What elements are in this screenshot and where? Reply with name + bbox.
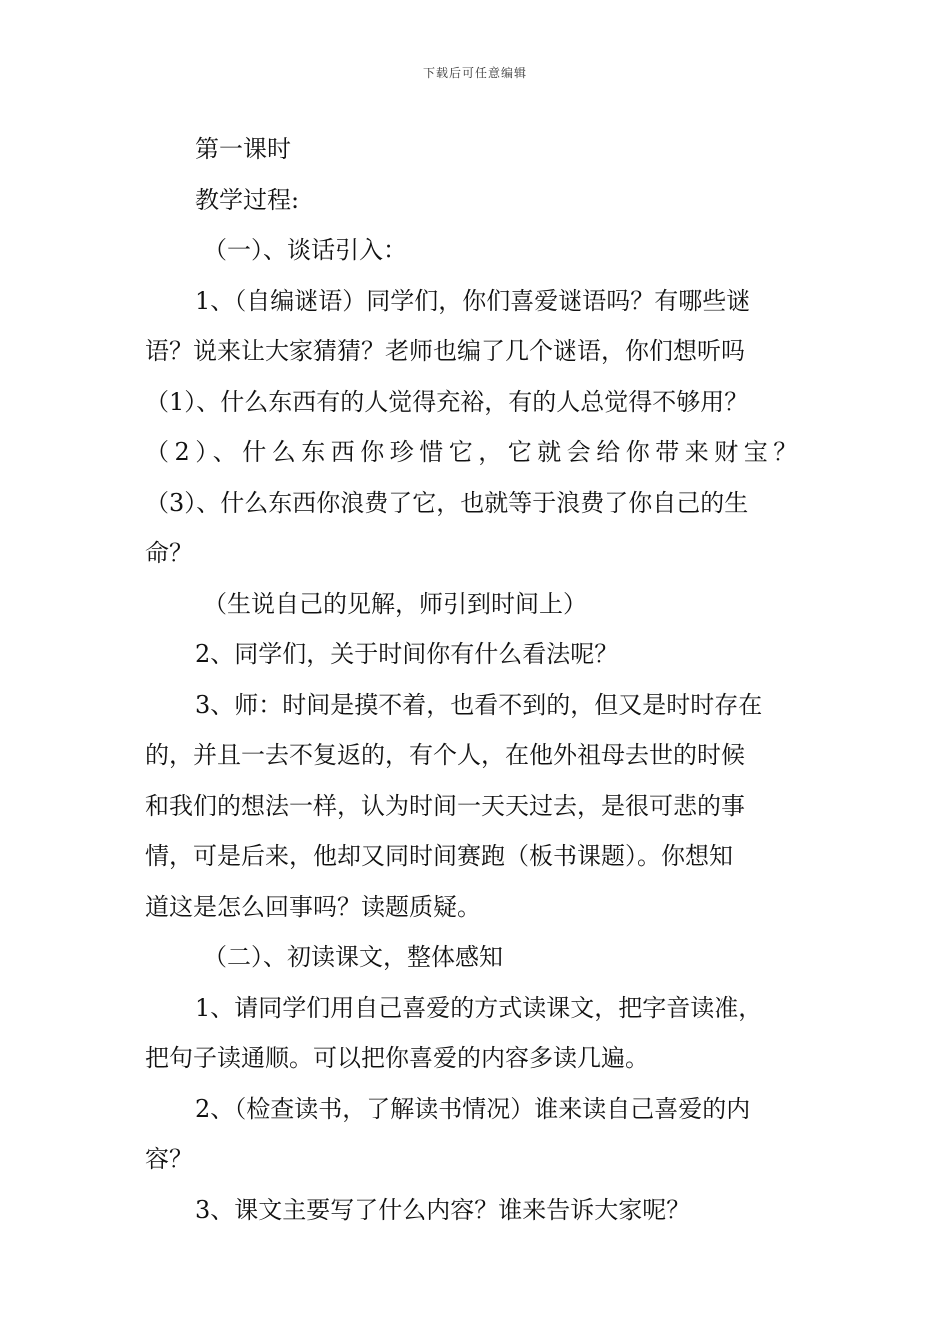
paragraph-line: 语？说来让大家猜猜？老师也编了几个谜语，你们想听吗	[145, 337, 745, 365]
step-heading: （二）、初读课文，整体感知	[203, 943, 503, 971]
document-body	[145, 124, 805, 1235]
paragraph-line: 3、课文主要写了什么内容？谁来告诉大家呢？	[195, 1195, 691, 1224]
paragraph-line: （生说自己的见解，师引到时间上）	[203, 589, 587, 618]
paragraph-line: 和我们的想法一样，认为时间一天天过去，是很可悲的事	[145, 791, 745, 820]
riddle-line: （1）、什么东西有的人觉得充裕，有的人总觉得不够用？	[145, 387, 749, 416]
paragraph-line: 容？	[145, 1145, 193, 1173]
section-title: 第一课时	[195, 135, 291, 163]
paragraph-line: 的，并且一去不复返的，有个人，在他外祖母去世的时候	[145, 741, 745, 769]
page-header-note: 下载后可任意编辑	[422, 66, 527, 80]
paragraph-line: 道这是怎么回事吗？读题质疑。	[145, 892, 481, 921]
riddle-line: （2）、什么东西你珍惜它，它就会给你带来财宝？	[145, 438, 803, 466]
paragraph-line: 命？	[145, 539, 193, 567]
subsection-heading: 教学过程:	[195, 185, 300, 214]
paragraph-line: 3、师：时间是摸不着，也看不到的，但又是时时存在	[195, 690, 763, 719]
paragraph-line: 1、（自编谜语）同学们，你们喜爱谜语吗？有哪些谜	[195, 286, 751, 315]
paragraph-line: 把句子读通顺。可以把你喜爱的内容多读几遍。	[145, 1044, 649, 1072]
paragraph-line: 情，可是后来，他却又同时间赛跑（板书课题）。你想知	[145, 842, 733, 870]
paragraph-line: 1、请同学们用自己喜爱的方式读课文，把字音读准，	[195, 993, 763, 1022]
paragraph-line: 2、同学们，关于时间你有什么看法呢？	[195, 640, 619, 668]
paragraph-line: 2、（检查读书，了解读书情况）谁来读自己喜爱的内	[195, 1094, 751, 1123]
riddle-line: （3）、什么东西你浪费了它，也就等于浪费了你自己的生	[145, 488, 749, 517]
step-heading: （一）、谈话引入：	[203, 236, 407, 264]
